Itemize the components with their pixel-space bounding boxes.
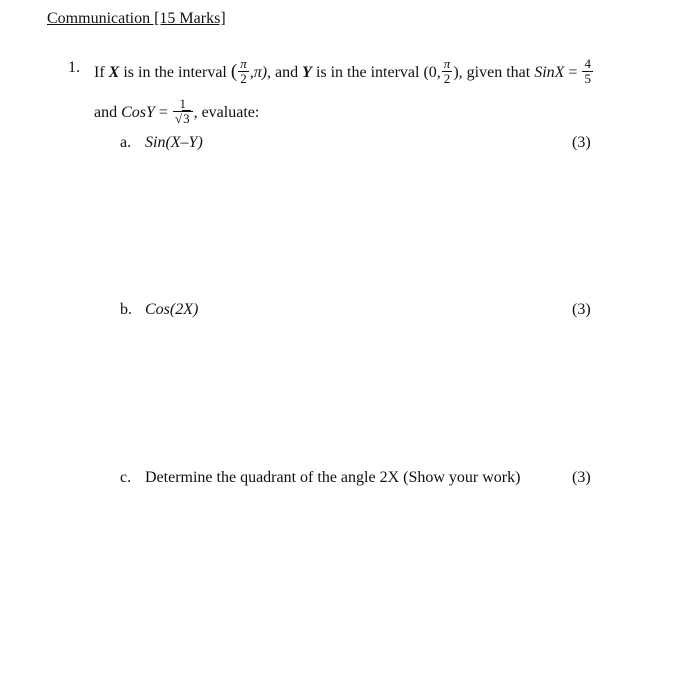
fraction-denominator (173, 112, 193, 126)
text-prefix: and (94, 104, 122, 122)
fraction-numerator: π (443, 56, 451, 71)
fraction-numerator: 4 (584, 56, 591, 71)
fraction-numerator: π (240, 56, 247, 71)
part-a-label: a. (120, 134, 132, 151)
cosy-label: CosY (121, 104, 155, 122)
sqrt-sign: √ (174, 111, 183, 126)
text-interval-2: is in the interval (311, 64, 424, 82)
fraction-pi-over-2-b (442, 57, 453, 86)
part-b-marks: (3) (572, 301, 591, 318)
text-given: , given that (458, 64, 535, 82)
section-heading: Communication [15 Marks] (47, 10, 226, 27)
fraction-numerator: 1 (173, 97, 193, 112)
part-c-label: c. (120, 469, 132, 486)
fraction-denominator: 2 (443, 71, 451, 86)
text-interval-1: is in the interval (119, 64, 231, 82)
fraction-denominator: 5 (584, 71, 591, 86)
interval-2-close: ) (453, 64, 459, 82)
question-line-2 (94, 96, 260, 128)
interval-1-open: ( (230, 60, 238, 82)
fraction-denominator: 2 (240, 71, 247, 86)
fraction-pi-over-2-a (238, 57, 249, 86)
part-c-marks: (3) (572, 469, 591, 486)
variable-y: Y (302, 64, 312, 82)
part-b-text: Cos(2X) (145, 301, 199, 318)
sinx-label: SinX (534, 64, 565, 82)
interval-2-open: (0, (423, 64, 441, 82)
text-prefix: If (94, 64, 109, 82)
part-a-marks: (3) (572, 134, 591, 151)
equals-sign: = (564, 64, 582, 82)
variable-x: X (108, 64, 120, 82)
question-line-1 (94, 56, 594, 88)
part-a-text: Sin(X–Y) (145, 134, 203, 151)
square-root-icon (175, 112, 191, 126)
interval-1-tail: ,π) (249, 64, 268, 82)
sqrt-radicand: 3 (183, 111, 190, 126)
question-number: 1. (68, 59, 80, 76)
text-and: , and (267, 64, 303, 82)
text-suffix: , evaluate: (193, 104, 260, 122)
fraction-four-fifths (582, 57, 593, 86)
equals-sign: = (154, 104, 172, 122)
part-c-text: Determine the quadrant of the angle 2X (Show your work) (145, 469, 521, 486)
fraction-one-over-root-three (173, 97, 193, 126)
part-b-label: b. (120, 301, 132, 318)
